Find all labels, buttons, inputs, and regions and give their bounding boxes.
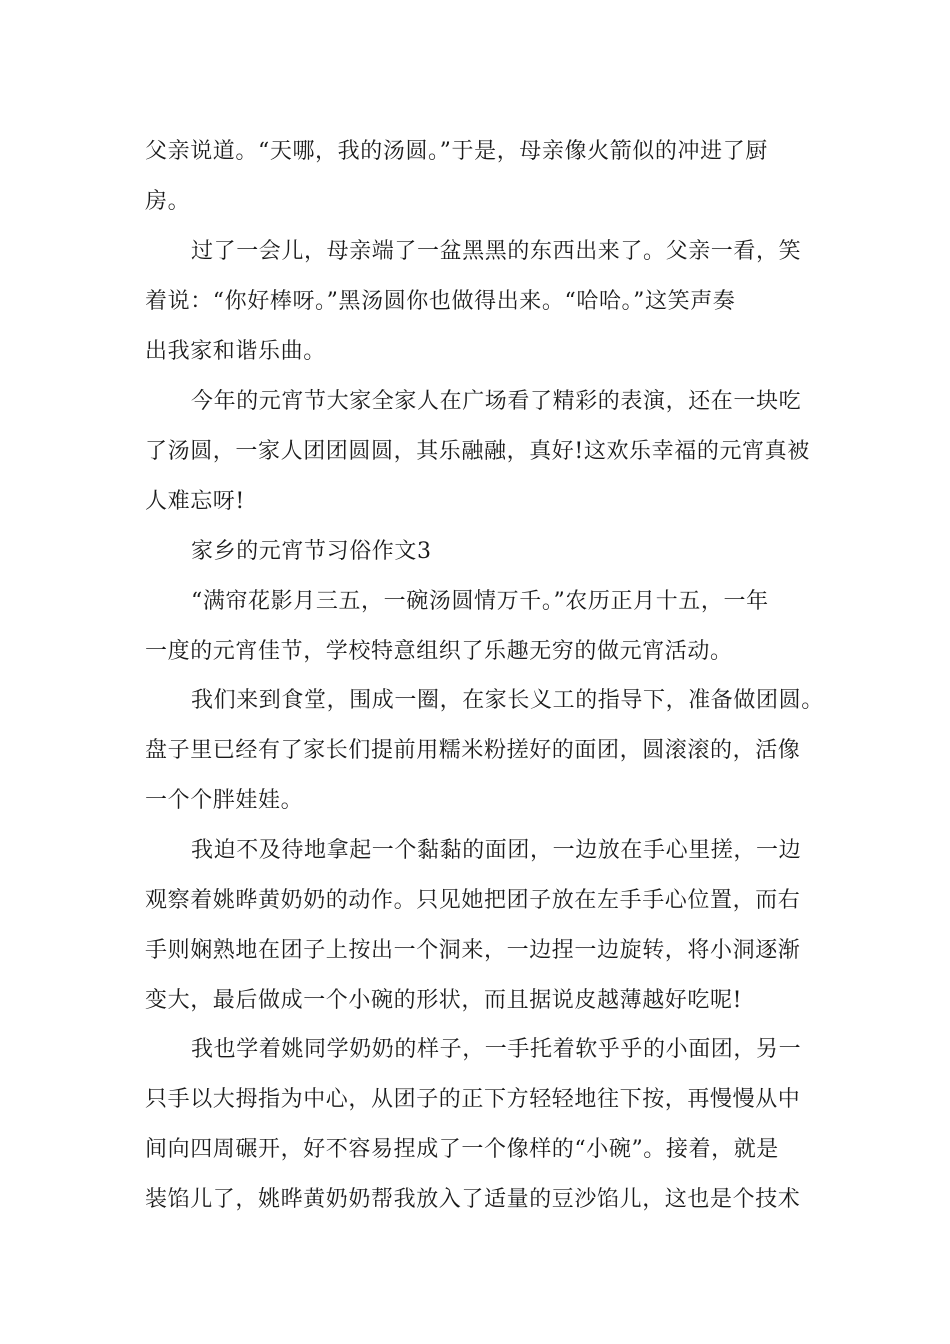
text-line: 一个个胖娃娃。 xyxy=(145,788,304,813)
text-line: “满帘花影月三五，一碗汤圆情万千。”农历正月十五，一年 xyxy=(191,589,769,614)
text-line: 房。 xyxy=(145,189,191,214)
text-line: 装馅儿了，姚晔黄奶奶帮我放入了适量的豆沙馅儿，这也是个技术 xyxy=(145,1187,801,1212)
text-line: 了汤圆，一家人团团圆圆，其乐融融，真好!这欢乐幸福的元宵真被 xyxy=(145,439,810,464)
text-line: 一度的元宵佳节，学校特意组织了乐趣无穷的做元宵活动。 xyxy=(145,639,733,664)
text-line: 只手以大拇指为中心，从团子的正下方轻轻地往下按，再慢慢从中 xyxy=(145,1087,801,1112)
text-line: 我也学着姚同学奶奶的样子，一手托着软乎乎的小面团，另一 xyxy=(191,1037,802,1062)
text-line: 出我家和谐乐曲。 xyxy=(145,339,326,364)
text-line: 今年的元宵节大家全家人在广场看了精彩的表演，还在一块吃 xyxy=(191,389,802,414)
text-line: 观察着姚晔黄奶奶的动作。只见她把团子放在左手手心位置，而右 xyxy=(145,888,801,913)
section-heading: 家乡的元宵节习俗作文3 xyxy=(191,539,432,564)
text-line: 我们来到食堂，围成一圈，在家长义工的指导下，准备做团圆。 xyxy=(191,688,824,713)
text-line: 人难忘呀! xyxy=(145,489,245,514)
text-line: 变大，最后做成一个小碗的形状，而且据说皮越薄越好吃呢! xyxy=(145,988,743,1013)
text-line: 我迫不及待地拿起一个黏黏的面团，一边放在手心里搓，一边 xyxy=(191,838,802,863)
text-line: 手则娴熟地在团子上按出一个洞来，一边捏一边旋转，将小洞逐渐 xyxy=(145,938,801,963)
text-line: 盘子里已经有了家长们提前用糯米粉搓好的面团，圆滚滚的，活像 xyxy=(145,738,801,763)
text-line: 父亲说道。“天哪，我的汤圆。”于是，母亲像火箭似的冲进了厨 xyxy=(145,139,768,164)
text-line: 间向四周碾开，好不容易捏成了一个像样的“小碗”。接着，就是 xyxy=(145,1137,779,1162)
text-line: 着说：“你好棒呀。”黑汤圆你也做得出来。“哈哈。”这笑声奏 xyxy=(145,289,736,314)
text-line: 过了一会儿，母亲端了一盆黑黑的东西出来了。父亲一看，笑 xyxy=(191,239,802,264)
